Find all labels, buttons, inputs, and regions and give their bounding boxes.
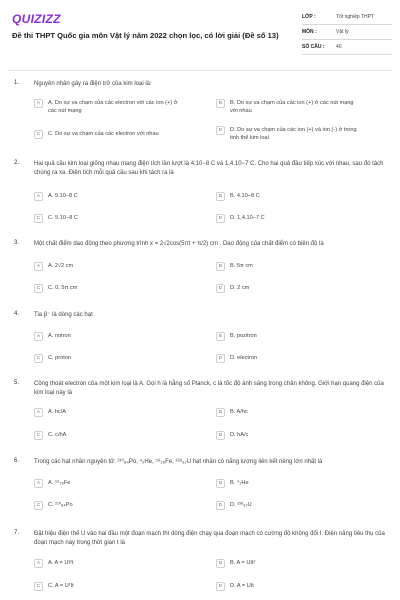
question-number: 7. [14,530,20,536]
option-text: C. c/hA [48,432,67,438]
option-text: C. 0, 5π cm [48,285,78,291]
option-letter: B [216,559,225,568]
option-letter: C [34,582,43,591]
option-d[interactable] [216,502,360,510]
option-text: D. hA/c [230,432,249,438]
option-c[interactable] [34,432,178,440]
option-letter: A [34,559,43,568]
header-divider [8,70,392,71]
option-a[interactable] [34,263,178,271]
document-header [0,0,400,68]
option-text: B. 4.10−8 C [230,193,260,199]
option-text: C. ²¹⁰₈₄Po [48,502,73,508]
option-letter: B [216,408,225,417]
option-text: C. proton [48,355,72,361]
option-text: A. Do sự va chạm của các electron với các ion (+) ở các nút mạng [48,100,178,114]
question-number: 1. [14,80,20,86]
option-letter: B [216,479,225,488]
meta-table [302,10,392,55]
option-letter: D [216,284,225,293]
option-text: D. electron [230,355,258,361]
option-letter: A [34,262,43,271]
option-text: D. 1,4.10−7 C [230,215,265,221]
option-d[interactable] [216,355,360,363]
question-number: 6. [14,458,20,464]
option-letter: B [216,332,225,341]
option-letter: A [34,408,43,417]
meta-key: LỚP : [302,14,316,20]
option-c[interactable] [34,215,178,223]
option-text: D. 2 cm [230,285,250,291]
option-c[interactable] [34,355,178,363]
option-letter: C [34,284,43,293]
option-text: A. ⁵⁶₂₆Fe [48,480,71,486]
option-a[interactable] [34,333,178,341]
question-text: Hai quả cầu kim loại giống nhau mang điện tích lần lượt là 4.10−8 C và 1,4.10−7 C. Cho hai quả đầu tiếp xúc với nhau, sau đó tách chúng ra xa. Điện tích mỗi quả cầu sau khi tách ra là [34,161,384,176]
question-number: 3. [14,240,20,246]
option-c[interactable] [34,583,178,591]
meta-key: SỐ CÂU : [302,44,325,50]
option-text: D. A = UIt [230,583,254,589]
option-d[interactable] [216,127,360,142]
question-text: Tia β⁻ là dòng các hạt [34,312,93,318]
option-text: C. A = U²It [48,583,74,589]
option-text: B. ⁴₂He [230,480,249,486]
option-letter: C [34,501,43,510]
option-text: B. 5π cm [230,263,253,269]
meta-row-class [302,10,392,25]
option-text: B. A = UIt² [230,560,256,566]
option-letter: D [216,582,225,591]
option-text: A. hc/A [48,409,67,415]
option-text: A. 2√2 cm [48,263,74,269]
option-a[interactable] [34,100,178,115]
option-letter: C [34,431,43,440]
option-letter: D [216,126,225,135]
option-d[interactable] [216,583,360,591]
option-b[interactable] [216,193,360,201]
meta-row-question-count [302,40,392,55]
meta-value: 40 [336,44,342,50]
option-a[interactable] [34,560,178,568]
option-b[interactable] [216,409,360,417]
meta-value: Tốt nghiệp THPT [336,14,374,20]
option-text: D. ²³⁸₉₂U [230,502,252,508]
option-letter: D [216,354,225,363]
option-b[interactable] [216,263,360,271]
option-letter: C [34,214,43,223]
option-letter: B [216,262,225,271]
option-a[interactable] [34,480,178,488]
question-number: 2. [14,160,20,166]
option-c[interactable] [34,502,178,510]
option-letter: D [216,501,225,510]
option-b[interactable] [216,333,360,341]
question-text: Đặt hiệu điện thế U vào hai đầu một đoạn mạch thì dòng điện chạy qua đoạn mạch có cường độ không đổi I. Điện năng tiêu thụ của đoạn mạch này trong thời gian t là [34,531,385,546]
option-letter: A [34,332,43,341]
option-text: A. 9.10−8 C [48,193,78,199]
meta-row-subject [302,25,392,40]
option-text: D. Do sự va chạm của các ion (+) và ion (-) ở trong tinh thể kim loại [230,127,357,141]
option-text: A. A = UI²t [48,560,74,566]
option-letter: A [34,99,43,108]
option-letter: C [34,354,43,363]
quizizz-logo: QUIZIZZ [12,12,61,26]
option-text: A. notron [48,333,71,339]
option-d[interactable] [216,215,360,223]
option-b[interactable] [216,100,360,115]
option-c[interactable] [34,131,178,139]
option-letter: D [216,431,225,440]
option-letter: B [216,99,225,108]
option-a[interactable] [34,193,178,201]
question-number: 5. [14,380,20,386]
option-letter: A [34,192,43,201]
option-b[interactable] [216,560,360,568]
option-letter: C [34,130,43,139]
option-text: B. pozitron [230,333,257,339]
option-d[interactable] [216,285,360,293]
question-text: Trong các hạt nhân nguyên tử: ²¹⁰₈₄Po, ⁴₂He, ⁵⁶₂₆Fe, ²³⁸₉₂U hạt nhân có năng lượng liên kết riêng lớn nhất là [34,459,323,465]
option-c[interactable] [34,285,178,293]
option-b[interactable] [216,480,360,488]
option-letter: D [216,214,225,223]
option-letter: A [34,479,43,488]
option-text: B. A/hc [230,409,248,415]
question-text: Một chất điểm dao động theo phương trình x = 2√2cos(5πt + π/2) cm . Dao động của chất điểm có biên độ là [34,241,324,247]
option-a[interactable] [34,409,178,417]
document-title: Đề thi THPT Quốc gia môn Vật lý năm 2022 chọn lọc, có lời giải (Đề số 13) [12,31,279,40]
option-text: C. Do sự va chạm của các electron với nhau [48,131,159,137]
question-text: Công thoát electron của một kim loại là A. Gọi h là hằng số Planck, c là tốc độ ánh sáng trong chân không. Giới hạn quang điện của kim loại này là [34,381,384,396]
question-text: Nguyên nhân gây ra điện trở của kim loại là: [34,81,152,87]
option-d[interactable] [216,432,360,440]
option-text: C. 5.10−8 C [48,215,79,221]
meta-value: Vật lý [336,29,349,35]
option-letter: B [216,192,225,201]
meta-key: MÔN : [302,29,317,35]
question-number: 4. [14,311,20,317]
option-text: B. Do sự va chạm của các ion (+) ở các nút mạng với nhau [230,100,354,114]
